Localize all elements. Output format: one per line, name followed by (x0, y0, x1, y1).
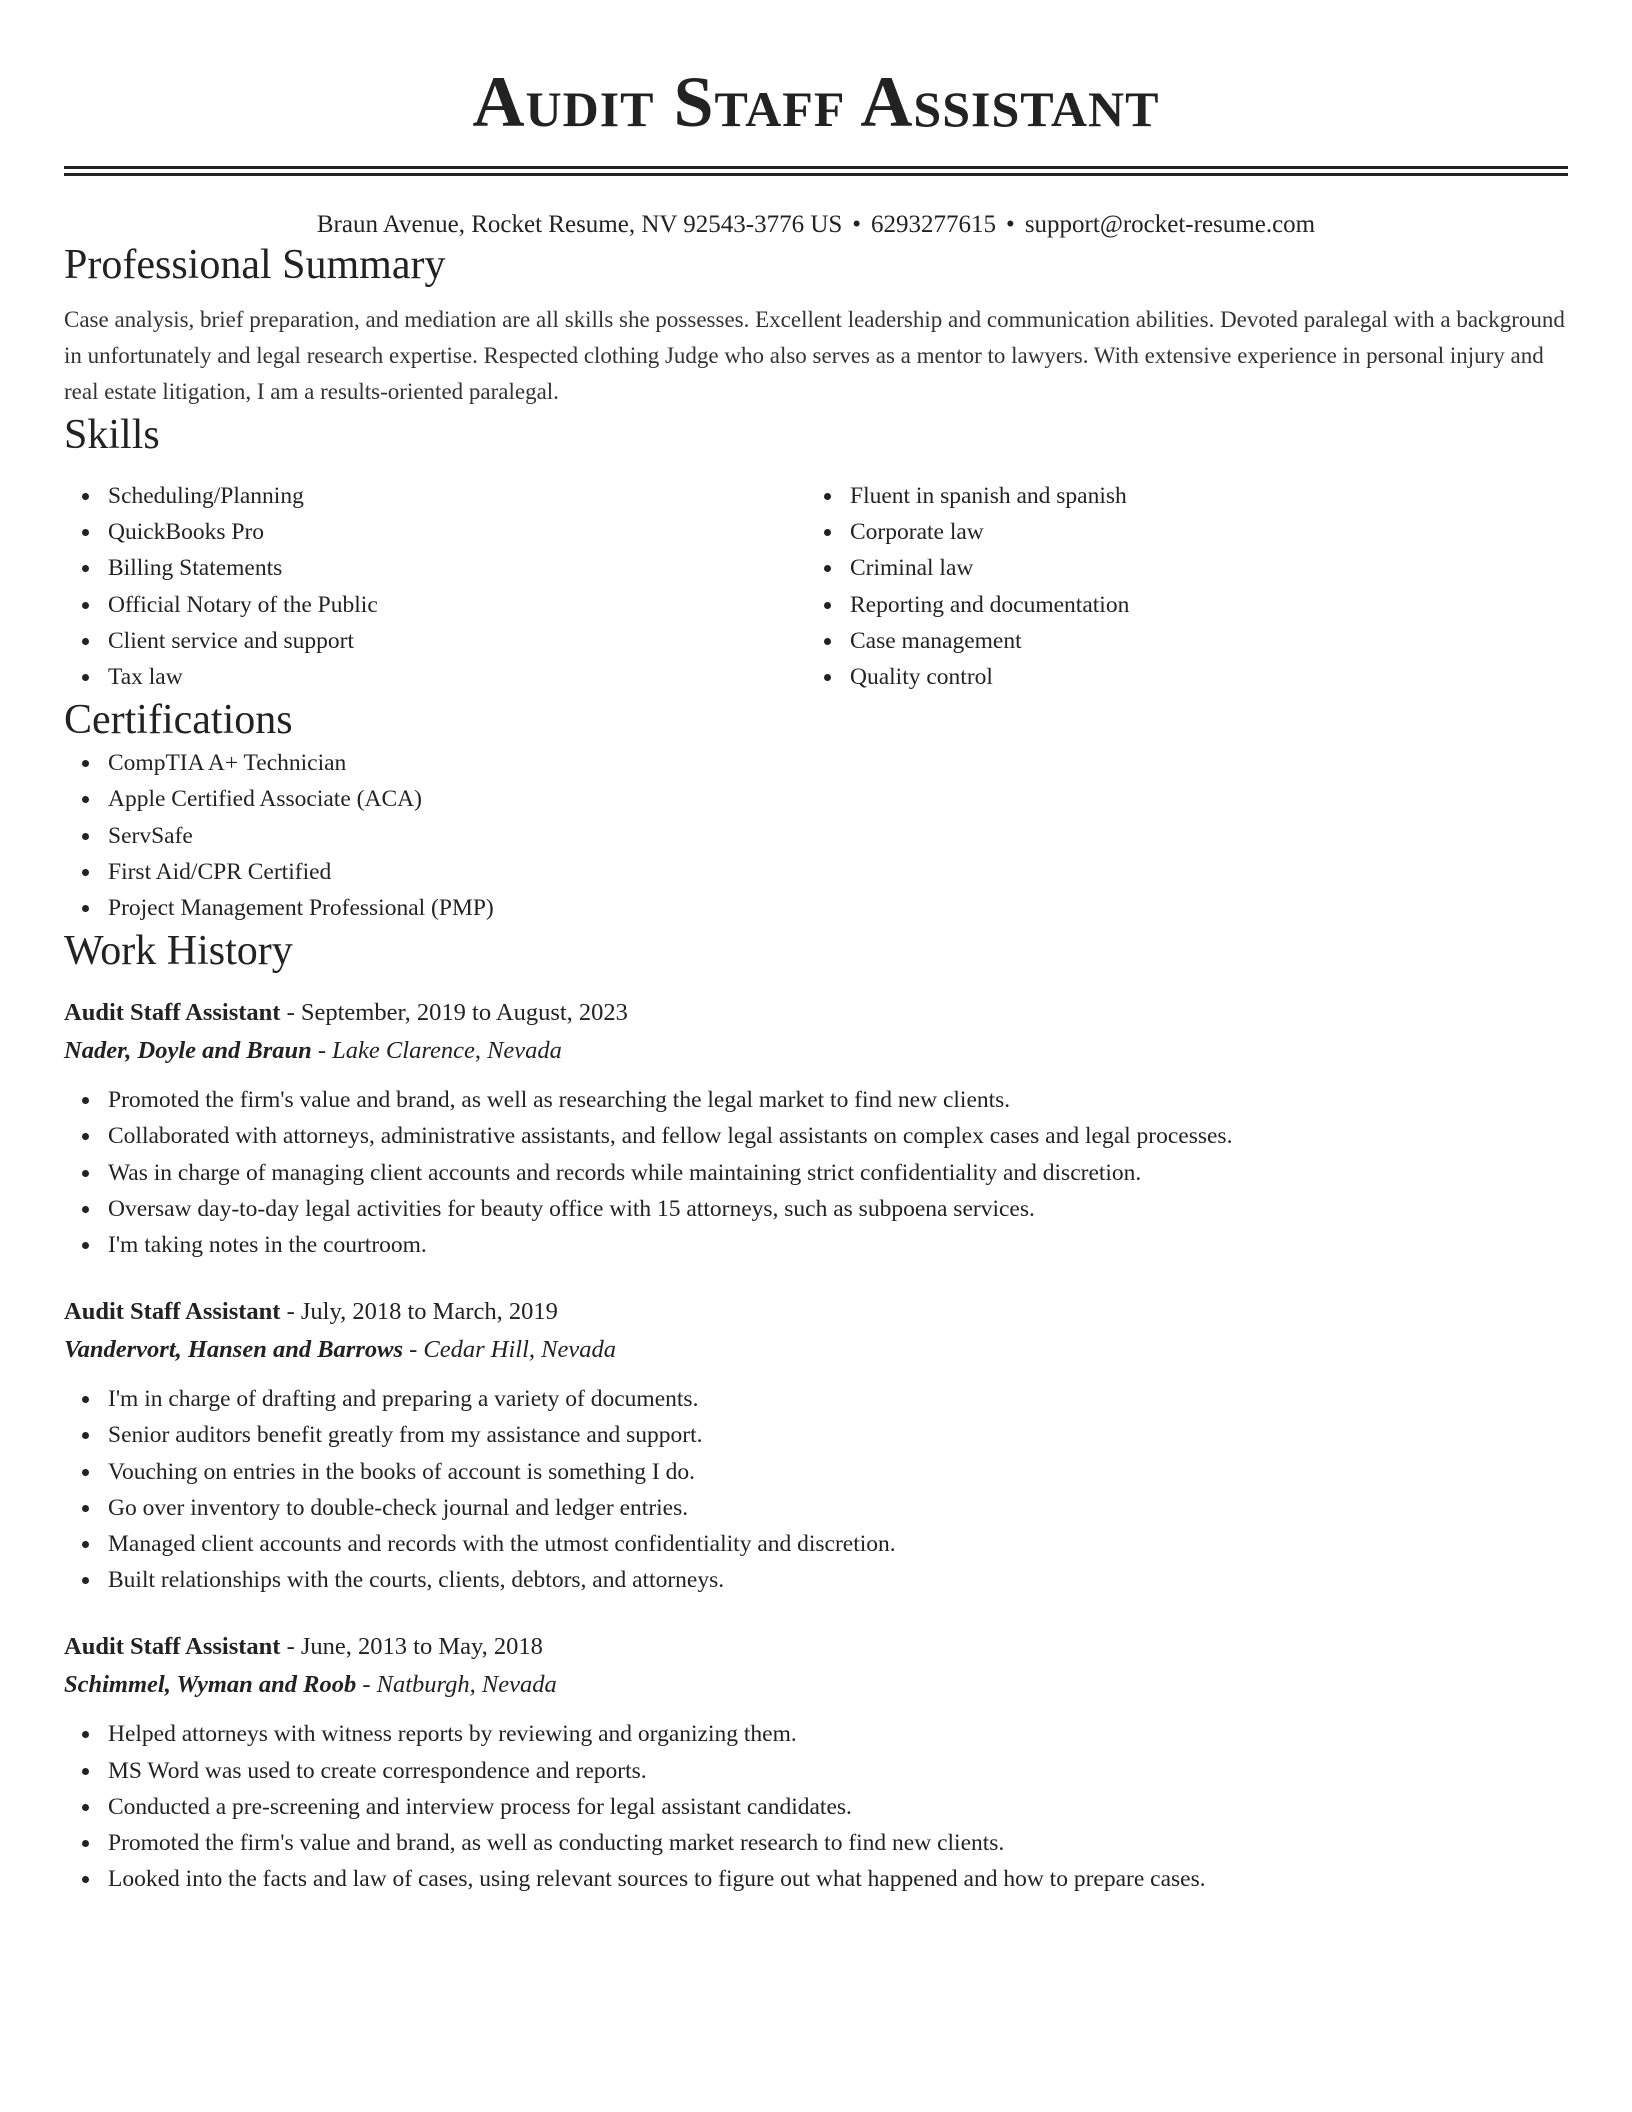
skill-item: Client service and support (64, 623, 806, 659)
skills-list-right (806, 478, 1548, 695)
employer-line (64, 1666, 1568, 1704)
certification-item: ServSafe (64, 818, 1568, 854)
employer-line (64, 1032, 1568, 1070)
job-duty-item: Built relationships with the courts, clients, debtors, and attorneys. (64, 1562, 1568, 1598)
job-entry (64, 1293, 1568, 1598)
job-duty-item: I'm in charge of drafting and preparing a variety of documents. (64, 1381, 1568, 1417)
job-duty-item: Oversaw day-to-day legal activities for beauty office with 15 attorneys, such as subpoena services. (64, 1191, 1568, 1227)
skills-grid (64, 478, 1568, 695)
job-title: Audit Staff Assistant (64, 999, 281, 1027)
job-duty-item: MS Word was used to create correspondence and reports. (64, 1753, 1568, 1789)
job-title: Audit Staff Assistant (64, 1633, 281, 1661)
job-title-line (64, 994, 1568, 1032)
employer-line (64, 1331, 1568, 1369)
work-history-section (64, 926, 1568, 1897)
summary-text: Case analysis, brief preparation, and mediation are all skills she possesses. Excellent leadership and communication abilities. Devoted paralegal with a background in unfortunately and legal research expertise. Respected clothing Judge who also serves as a mentor to lawyers. With extensive experience in personal injury and real estate litigation, I am a results-oriented paralegal. (64, 307, 1565, 404)
job-duty-item: Promoted the firm's value and brand, as well as conducting market research to find new clients. (64, 1825, 1568, 1861)
employer-name: Vandervort, Hansen and Barrows (64, 1336, 404, 1364)
skill-item: Corporate law (806, 514, 1548, 550)
job-duty-item: Senior auditors benefit greatly from my assistance and support. (64, 1417, 1568, 1453)
contact-address: Braun Avenue, Rocket Resume, NV 92543-3776 US (316, 211, 843, 238)
certifications-section (64, 695, 1568, 926)
job-duty-item: Conducted a pre-screening and interview process for legal assistant candidates. (64, 1789, 1568, 1825)
job-duty-item: Go over inventory to double-check journal and ledger entries. (64, 1490, 1568, 1526)
skills-column-right (806, 478, 1548, 695)
job-title-line (64, 1628, 1568, 1666)
job-duties-list (64, 1381, 1568, 1598)
employer-location: - Natburgh, Nevada (362, 1671, 557, 1699)
job-duties-list (64, 1716, 1568, 1897)
skills-list-left (64, 478, 806, 695)
employer-name: Nader, Doyle and Braun (64, 1037, 312, 1065)
employer-location: - Cedar Hill, Nevada (409, 1336, 617, 1364)
certification-item: CompTIA A+ Technician (64, 745, 1568, 781)
job-duty-item: Collaborated with attorneys, administrative assistants, and fellow legal assistants on complex cases and legal processes. (64, 1118, 1568, 1154)
title-divider (64, 166, 1568, 176)
job-dates: - September, 2019 to August, 2023 (286, 999, 628, 1027)
resume-title: Audit Staff Assistant (472, 62, 1160, 142)
section-heading-certifications: Certifications (64, 697, 293, 744)
section-heading-summary: Professional Summary (64, 242, 446, 288)
job-entry (64, 1628, 1568, 1897)
skill-item: Scheduling/Planning (64, 478, 806, 514)
certification-item: Apple Certified Associate (ACA) (64, 781, 1568, 817)
certification-item: Project Management Professional (PMP) (64, 890, 1568, 926)
skill-item: Tax law (64, 659, 806, 695)
skill-item: Official Notary of the Public (64, 587, 806, 623)
skill-item: Billing Statements (64, 550, 806, 586)
skill-item: QuickBooks Pro (64, 514, 806, 550)
job-duty-item: Helped attorneys with witness reports by reviewing and organizing them. (64, 1716, 1568, 1752)
skill-item: Fluent in spanish and spanish (806, 478, 1548, 514)
job-duty-item: Looked into the facts and law of cases, using relevant sources to figure out what happened and how to prepare cases. (64, 1861, 1568, 1897)
contact-email: support@rocket-resume.com (1024, 211, 1316, 238)
section-heading-skills: Skills (64, 412, 160, 458)
contact-separator: • (1006, 211, 1015, 238)
contact-phone: 6293277615 (871, 211, 997, 238)
job-title: Audit Staff Assistant (64, 1298, 281, 1326)
skill-item: Quality control (806, 659, 1548, 695)
certifications-list (64, 745, 1568, 926)
skills-column-left (64, 478, 806, 695)
job-duty-item: Managed client accounts and records with the utmost confidentiality and discretion. (64, 1526, 1568, 1562)
job-dates: - June, 2013 to May, 2018 (286, 1633, 543, 1661)
contact-separator: • (852, 211, 862, 238)
skill-item: Reporting and documentation (806, 587, 1548, 623)
job-entry (64, 994, 1568, 1263)
skill-item: Case management (806, 623, 1548, 659)
job-duty-item: Was in charge of managing client accounts and records while maintaining strict confidentiality and discretion. (64, 1155, 1568, 1191)
job-duties-list (64, 1082, 1568, 1263)
professional-summary-section (64, 240, 1568, 410)
job-duty-item: I'm taking notes in the courtroom. (64, 1227, 1568, 1263)
contact-line (64, 210, 1568, 240)
certification-item: First Aid/CPR Certified (64, 854, 1568, 890)
employer-location: - Lake Clarence, Nevada (317, 1037, 562, 1065)
job-duty-item: Vouching on entries in the books of account is something I do. (64, 1454, 1568, 1490)
employer-name: Schimmel, Wyman and Roob (64, 1671, 357, 1699)
skills-section (64, 410, 1568, 695)
job-duty-item: Promoted the firm's value and brand, as well as researching the legal market to find new clients. (64, 1082, 1568, 1118)
resume-page (64, 0, 1568, 1897)
section-heading-work-history: Work History (64, 928, 293, 975)
job-dates: - July, 2018 to March, 2019 (286, 1298, 558, 1326)
job-title-line (64, 1293, 1568, 1331)
skill-item: Criminal law (806, 550, 1548, 586)
